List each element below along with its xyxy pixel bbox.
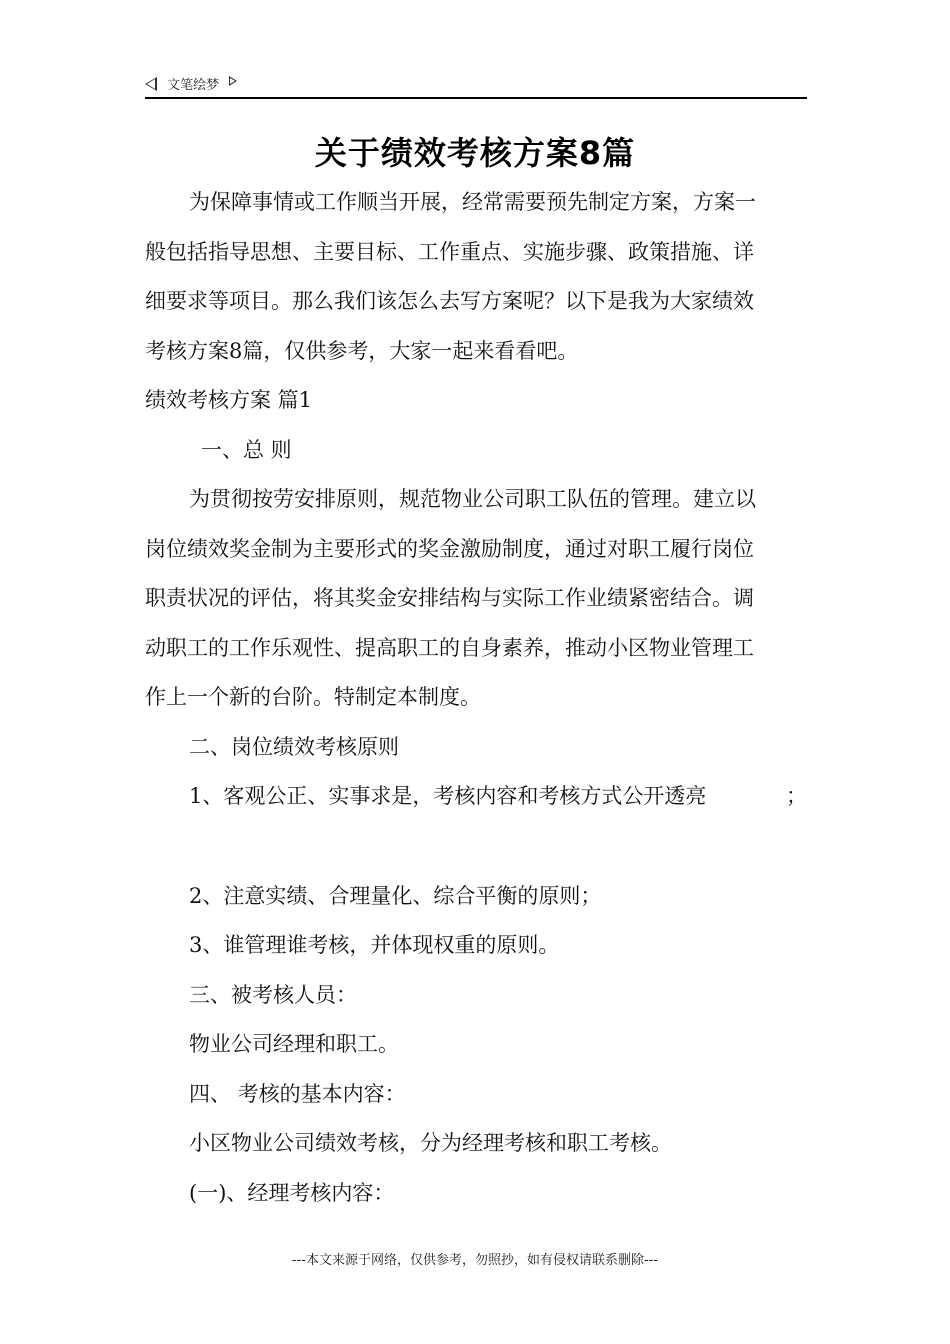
page-footer: ---本文来源于网络，仅供参考，勿照抄，如有侵权请联系删除--- [291,1253,659,1268]
paragraph-line: 作上一个新的台阶。特制定本制度。 [145,685,481,709]
triangle-left-icon [145,77,157,91]
paragraph-line: 为贯彻按劳安排原则，规范物业公司职工队伍的管理。建立以 [189,487,756,511]
assessed-staff-line: 物业公司经理和职工。 [189,1032,399,1056]
intro-line: 般包括指导思想、主要目标、工作重点、实施步骤、政策措施、详 [145,239,754,264]
heading-general: 一、总 则 [201,437,292,462]
heading-basic-content: 四、 考核的基本内容： [189,1081,406,1106]
document-body [145,178,807,1218]
paragraph-line: 岗位绩效奖金制为主要形式的奖金激励制度，通过对职工履行岗位 [145,536,754,561]
basic-content-line: 小区物业公司绩效考核，分为经理考核和职工考核。 [189,1131,672,1155]
triangle-right-icon [229,76,237,86]
principle-2: 2、注意实绩、合理量化、综合平衡的原则； [189,883,602,908]
blank-gap [145,822,807,872]
manager-assessment-heading: (一)、经理考核内容： [189,1180,395,1205]
intro-line: 细要求等项目。那么我们该怎么去写方案呢？以下是我为大家绩效 [145,289,754,313]
section-title: 绩效考核方案 篇1 [145,388,313,412]
paragraph-line: 职责状况的评估，将其奖金安排结构与实际工作业绩紧密结合。调 [145,586,754,610]
principle-1-end: ； [786,784,807,808]
heading-principles: 二、岗位绩效考核原则 [189,734,399,759]
heading-assessed-staff: 三、被考核人员： [189,982,357,1007]
principle-3: 3、谁管理谁考核，并体现权重的原则。 [189,933,560,957]
brand-label: 文笔绘梦 [167,78,220,93]
paragraph-line: 动职工的工作乐观性、提高职工的自身素养，推动小区物业管理工 [145,635,754,660]
page-header [145,74,807,96]
principle-1 [145,772,807,822]
intro-line: 考核方案8篇，仅供参考，大家一起来看看吧。 [145,338,579,363]
principle-1-text: 1、客观公正、实事求是，考核内容和考核方式公开透亮 [189,784,707,808]
intro-line: 为保障事情或工作顺当开展，经常需要预先制定方案，方案一 [189,190,756,214]
header-divider [145,97,807,99]
document-title: 关于绩效考核方案8篇 [314,134,636,172]
